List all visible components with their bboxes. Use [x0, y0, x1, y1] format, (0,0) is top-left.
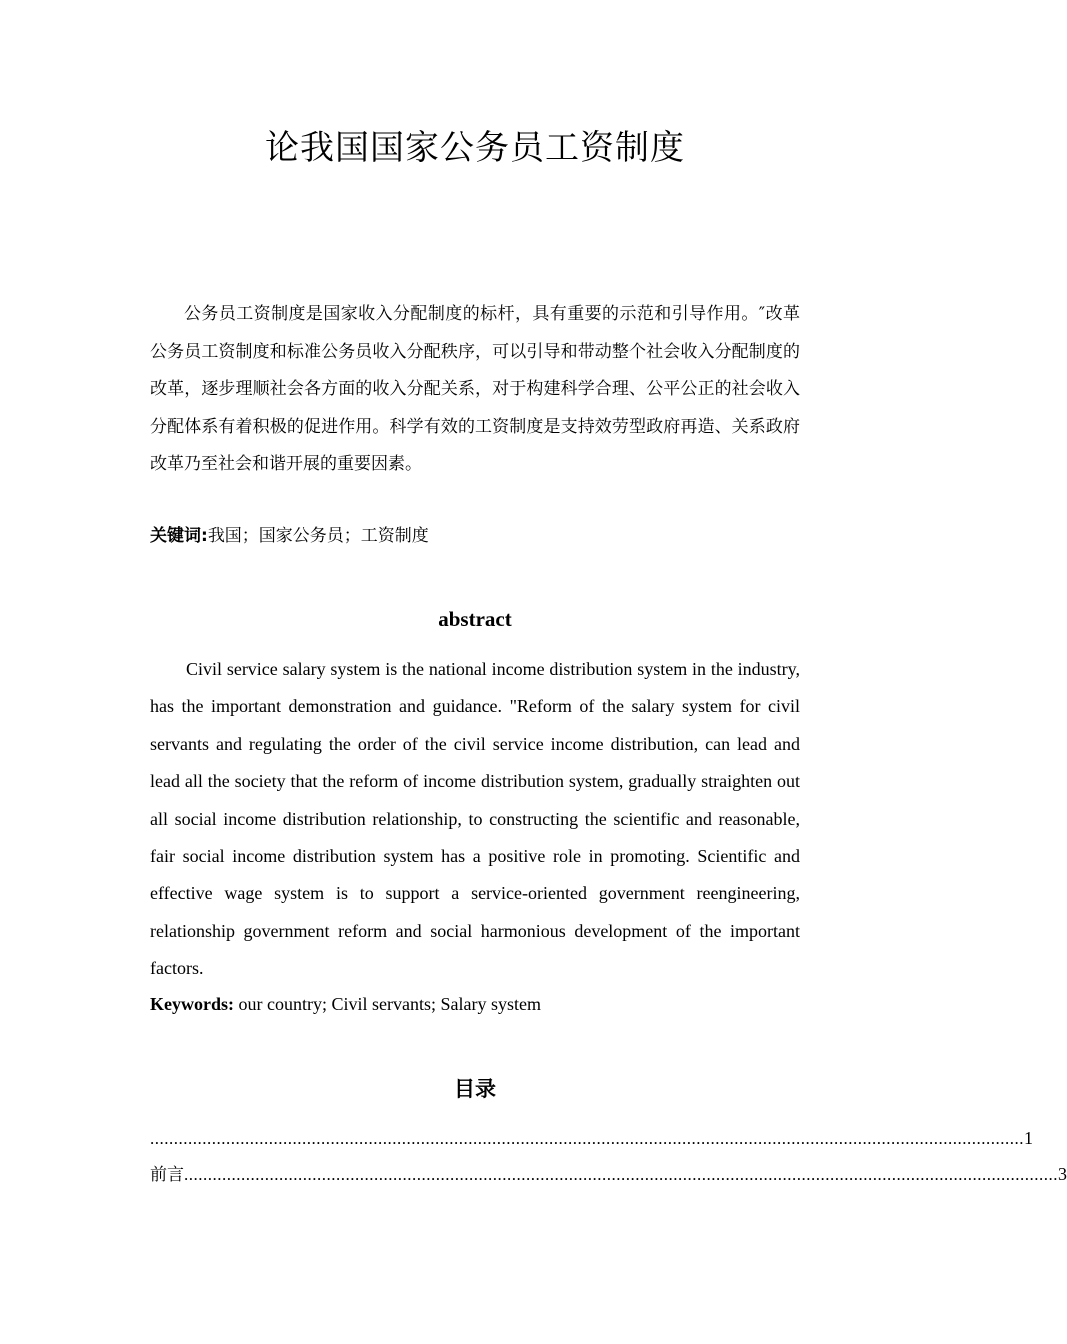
- english-keywords-label: Keywords:: [150, 994, 234, 1014]
- chinese-abstract: 公务员工资制度是国家收入分配制度的标杆，具有重要的示范和引导作用。″改革公务员工资制度和标准公务员收入分配秩序，可以引导和带动整个社会收入分配制度的改革，逐步理顺社会各方面的收入分配关系，对于构建科学合理、公平公正的社会收入分配体系有着积极的促进作用。科学有效的工资制度是支持效劳型政府再造、关系政府改革乃至社会和谐开展的重要因素。: [150, 304, 800, 474]
- toc-entry-page: 3: [1058, 1164, 1067, 1184]
- toc-leader-dots: ........................................................................................................................................................................................: [184, 1165, 1058, 1184]
- toc-entry-page: 1: [1024, 1128, 1033, 1148]
- english-abstract: Civil service salary system is the national income distribution system in the industry, has the important demonstration and guidance. "Reform of the salary system for civil servants and regulating the order of the civil service income distribution, can lead and lead all the society that the reform of income distribution system, gradually straighten out all social income distribution relationship, to constructing the scientific and reasonable, fair social income distribution system has a positive role in promoting. Scientific and effective wage system is to support a service-oriented government reengineering, relationship government reform and social harmonious development of the important factors.: [150, 659, 800, 979]
- chinese-keywords: [150, 520, 800, 552]
- english-keywords: [150, 988, 800, 1020]
- toc-entry[interactable]: [150, 1158, 1067, 1194]
- table-of-contents: [150, 1122, 1067, 1194]
- chinese-keywords-label: 关键词:: [150, 526, 208, 546]
- toc-leader-dots: ........................................................................................................................................................................................: [150, 1129, 1024, 1148]
- document-title: 论我国国家公务员工资制度: [265, 128, 685, 168]
- toc-entry-label: 前言: [150, 1165, 184, 1185]
- chinese-keywords-value: 我国；国家公务员；工资制度: [207, 526, 429, 546]
- english-abstract-heading: abstract: [438, 607, 512, 631]
- english-keywords-value: our country; Civil servants; Salary system: [234, 994, 541, 1014]
- toc-heading: 目录: [454, 1077, 496, 1101]
- toc-entry[interactable]: [150, 1122, 1033, 1158]
